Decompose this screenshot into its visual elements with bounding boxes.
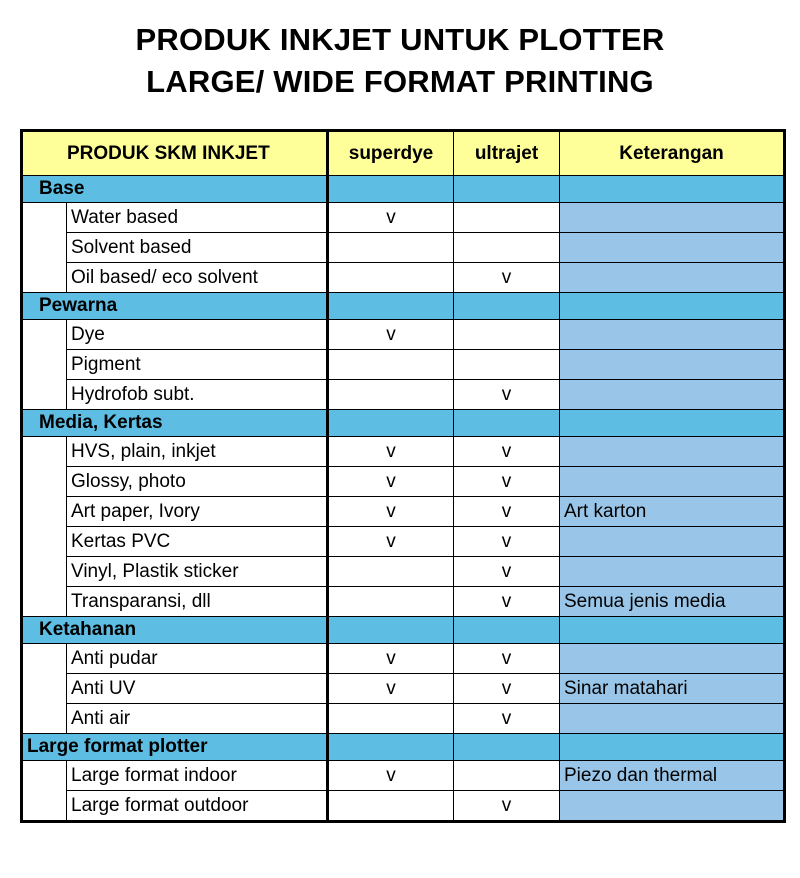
table-row bbox=[22, 263, 785, 293]
section-row bbox=[22, 410, 785, 437]
table-row bbox=[22, 674, 785, 704]
section-row bbox=[22, 734, 785, 761]
superdye-check: v bbox=[328, 674, 454, 704]
section-superdye-cell bbox=[328, 176, 454, 203]
section-superdye-cell bbox=[328, 410, 454, 437]
keterangan-note: Piezo dan thermal bbox=[560, 761, 785, 791]
table-row bbox=[22, 527, 785, 557]
item-label: Vinyl, Plastik sticker bbox=[67, 557, 328, 587]
table-row bbox=[22, 467, 785, 497]
keterangan-note: Art karton bbox=[560, 497, 785, 527]
header-superdye: superdye bbox=[328, 131, 454, 176]
keterangan-note bbox=[560, 233, 785, 263]
superdye-check: v bbox=[328, 320, 454, 350]
superdye-check bbox=[328, 791, 454, 822]
keterangan-note bbox=[560, 527, 785, 557]
item-label: Kertas PVC bbox=[67, 527, 328, 557]
section-ultrajet-cell bbox=[454, 176, 560, 203]
section-note-cell bbox=[560, 617, 785, 644]
ultrajet-check: v bbox=[454, 263, 560, 293]
superdye-check bbox=[328, 557, 454, 587]
superdye-check: v bbox=[328, 203, 454, 233]
table-row bbox=[22, 233, 785, 263]
header-product: PRODUK SKM INKJET bbox=[22, 131, 328, 176]
superdye-check bbox=[328, 587, 454, 617]
item-label: HVS, plain, inkjet bbox=[67, 437, 328, 467]
keterangan-note bbox=[560, 704, 785, 734]
keterangan-note bbox=[560, 791, 785, 822]
ultrajet-check bbox=[454, 350, 560, 380]
table-row bbox=[22, 380, 785, 410]
section-label: Large format plotter bbox=[22, 734, 328, 761]
table-row bbox=[22, 350, 785, 380]
page-title-line-1: PRODUK INKJET UNTUK PLOTTER bbox=[135, 22, 665, 57]
keterangan-note bbox=[560, 644, 785, 674]
section-superdye-cell bbox=[328, 293, 454, 320]
page-title-line-2: LARGE/ WIDE FORMAT PRINTING bbox=[146, 64, 654, 99]
table-row bbox=[22, 644, 785, 674]
ultrajet-check: v bbox=[454, 791, 560, 822]
keterangan-note bbox=[560, 320, 785, 350]
section-ultrajet-cell bbox=[454, 617, 560, 644]
ultrajet-check: v bbox=[454, 557, 560, 587]
item-label: Anti air bbox=[67, 704, 328, 734]
keterangan-note: Sinar matahari bbox=[560, 674, 785, 704]
indent-cell bbox=[22, 203, 67, 293]
superdye-check bbox=[328, 263, 454, 293]
item-label: Pigment bbox=[67, 350, 328, 380]
superdye-check bbox=[328, 380, 454, 410]
section-label: Ketahanan bbox=[22, 617, 328, 644]
table-row bbox=[22, 791, 785, 822]
superdye-check: v bbox=[328, 761, 454, 791]
product-table bbox=[20, 129, 786, 823]
section-row bbox=[22, 176, 785, 203]
ultrajet-check: v bbox=[454, 467, 560, 497]
item-label: Anti pudar bbox=[67, 644, 328, 674]
table-row bbox=[22, 704, 785, 734]
table-row bbox=[22, 557, 785, 587]
section-label: Base bbox=[22, 176, 328, 203]
indent-cell bbox=[22, 761, 67, 822]
superdye-check: v bbox=[328, 467, 454, 497]
indent-cell bbox=[22, 644, 67, 734]
ultrajet-check bbox=[454, 761, 560, 791]
superdye-check bbox=[328, 350, 454, 380]
superdye-check: v bbox=[328, 644, 454, 674]
ultrajet-check: v bbox=[454, 644, 560, 674]
ultrajet-check: v bbox=[454, 674, 560, 704]
keterangan-note bbox=[560, 557, 785, 587]
ultrajet-check: v bbox=[454, 704, 560, 734]
ultrajet-check bbox=[454, 320, 560, 350]
section-superdye-cell bbox=[328, 734, 454, 761]
table-body bbox=[22, 176, 785, 822]
item-label: Large format outdoor bbox=[67, 791, 328, 822]
section-note-cell bbox=[560, 293, 785, 320]
table-row bbox=[22, 497, 785, 527]
table-header-row bbox=[22, 131, 785, 176]
ultrajet-check: v bbox=[454, 437, 560, 467]
table-row bbox=[22, 320, 785, 350]
section-ultrajet-cell bbox=[454, 734, 560, 761]
item-label: Anti UV bbox=[67, 674, 328, 704]
ultrajet-check: v bbox=[454, 380, 560, 410]
superdye-check: v bbox=[328, 497, 454, 527]
ultrajet-check bbox=[454, 203, 560, 233]
ultrajet-check: v bbox=[454, 587, 560, 617]
keterangan-note: Semua jenis media bbox=[560, 587, 785, 617]
item-label: Transparansi, dll bbox=[67, 587, 328, 617]
keterangan-note bbox=[560, 203, 785, 233]
keterangan-note bbox=[560, 437, 785, 467]
section-note-cell bbox=[560, 410, 785, 437]
item-label: Hydrofob subt. bbox=[67, 380, 328, 410]
item-label: Oil based/ eco solvent bbox=[67, 263, 328, 293]
item-label: Dye bbox=[67, 320, 328, 350]
item-label: Glossy, photo bbox=[67, 467, 328, 497]
superdye-check bbox=[328, 233, 454, 263]
item-label: Water based bbox=[67, 203, 328, 233]
section-row bbox=[22, 293, 785, 320]
section-label: Media, Kertas bbox=[22, 410, 328, 437]
indent-cell bbox=[22, 437, 67, 617]
section-ultrajet-cell bbox=[454, 293, 560, 320]
ultrajet-check: v bbox=[454, 497, 560, 527]
keterangan-note bbox=[560, 263, 785, 293]
item-label: Large format indoor bbox=[67, 761, 328, 791]
item-label: Solvent based bbox=[67, 233, 328, 263]
superdye-check bbox=[328, 704, 454, 734]
superdye-check: v bbox=[328, 437, 454, 467]
keterangan-note bbox=[560, 380, 785, 410]
indent-cell bbox=[22, 320, 67, 410]
section-label: Pewarna bbox=[22, 293, 328, 320]
header-ultrajet: ultrajet bbox=[454, 131, 560, 176]
ultrajet-check bbox=[454, 233, 560, 263]
superdye-check: v bbox=[328, 527, 454, 557]
table-row bbox=[22, 587, 785, 617]
keterangan-note bbox=[560, 350, 785, 380]
table-row bbox=[22, 437, 785, 467]
table-row bbox=[22, 203, 785, 233]
header-keterangan: Keterangan bbox=[560, 131, 785, 176]
section-ultrajet-cell bbox=[454, 410, 560, 437]
ultrajet-check: v bbox=[454, 527, 560, 557]
section-note-cell bbox=[560, 176, 785, 203]
section-superdye-cell bbox=[328, 617, 454, 644]
section-row bbox=[22, 617, 785, 644]
section-note-cell bbox=[560, 734, 785, 761]
keterangan-note bbox=[560, 467, 785, 497]
item-label: Art paper, Ivory bbox=[67, 497, 328, 527]
table-row bbox=[22, 761, 785, 791]
